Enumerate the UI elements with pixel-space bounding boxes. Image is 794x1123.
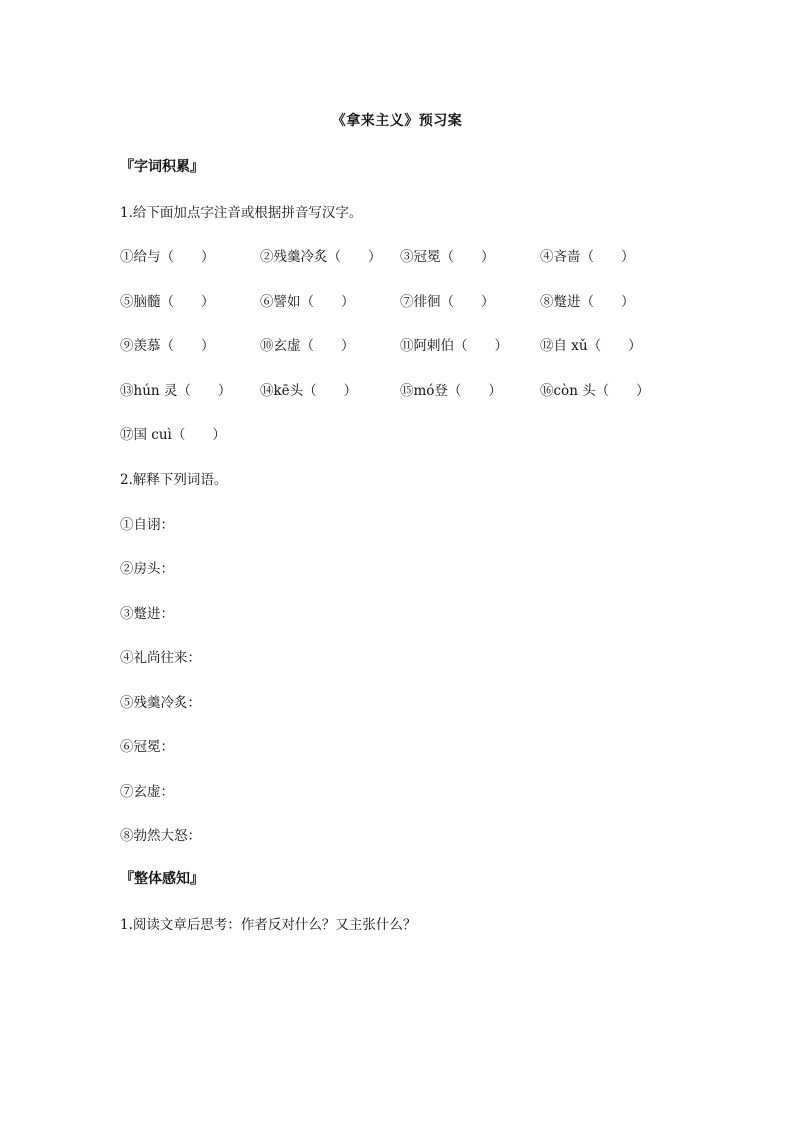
pinyin-item: ④吝啬（ ） bbox=[540, 249, 635, 265]
question-2-prompt: 2.解释下列词语。 bbox=[120, 472, 228, 488]
pinyin-item: ⑥譬如（ ） bbox=[260, 294, 355, 310]
pinyin-item: ⑪阿剌伯（ ） bbox=[400, 338, 508, 354]
pinyin-item: ⑰国 cuì（ ） bbox=[120, 427, 226, 443]
pinyin-item: ②残羹冷炙（ ） bbox=[260, 249, 382, 265]
document-title: 《拿来主义》预习案 bbox=[331, 113, 463, 129]
pinyin-item: ⑧蹩进（ ） bbox=[540, 294, 635, 310]
pinyin-item: ①给与（ ） bbox=[120, 249, 215, 265]
pinyin-row-4 bbox=[120, 379, 680, 399]
definition-item: ⑦玄虚： bbox=[120, 784, 174, 800]
pinyin-item: ⑭kē头（ ） bbox=[260, 383, 358, 399]
pinyin-item: ⑦徘徊（ ） bbox=[400, 294, 495, 310]
definition-item: ⑥冠冕： bbox=[120, 739, 174, 755]
question-3-prompt: 1.阅读文章后思考：作者反对什么？又主张什么？ bbox=[120, 917, 417, 933]
pinyin-item: ⑤脑髓（ ） bbox=[120, 294, 215, 310]
section-heading-overall: 『整体感知』 bbox=[120, 871, 204, 887]
definition-item: ①自诩： bbox=[120, 517, 174, 533]
section-heading-vocabulary: 『字词积累』 bbox=[120, 159, 204, 175]
definition-item: ④礼尚往来： bbox=[120, 650, 201, 666]
pinyin-item: ⑫自 xǔ（ ） bbox=[540, 338, 642, 354]
pinyin-item: ⑬hún 灵（ ） bbox=[120, 383, 232, 399]
pinyin-item: ⑮mó登（ ） bbox=[400, 383, 502, 399]
pinyin-row-2 bbox=[120, 290, 680, 310]
definition-item: ③蹩进： bbox=[120, 606, 174, 622]
pinyin-item: ⑩玄虚（ ） bbox=[260, 338, 355, 354]
pinyin-row-5 bbox=[120, 423, 680, 443]
definition-item: ⑤残羹冷炙： bbox=[120, 695, 201, 711]
question-1-prompt: 1.给下面加点字注音或根据拼音写汉字。 bbox=[120, 205, 363, 221]
pinyin-row-3 bbox=[120, 334, 680, 354]
definition-item: ②房头： bbox=[120, 561, 174, 577]
pinyin-item: ⑯còn 头（ ） bbox=[540, 383, 650, 399]
pinyin-item: ⑨羡慕（ ） bbox=[120, 338, 215, 354]
definition-item: ⑧勃然大怒： bbox=[120, 828, 201, 844]
pinyin-row-1 bbox=[120, 245, 680, 265]
pinyin-item: ③冠冕（ ） bbox=[400, 249, 495, 265]
